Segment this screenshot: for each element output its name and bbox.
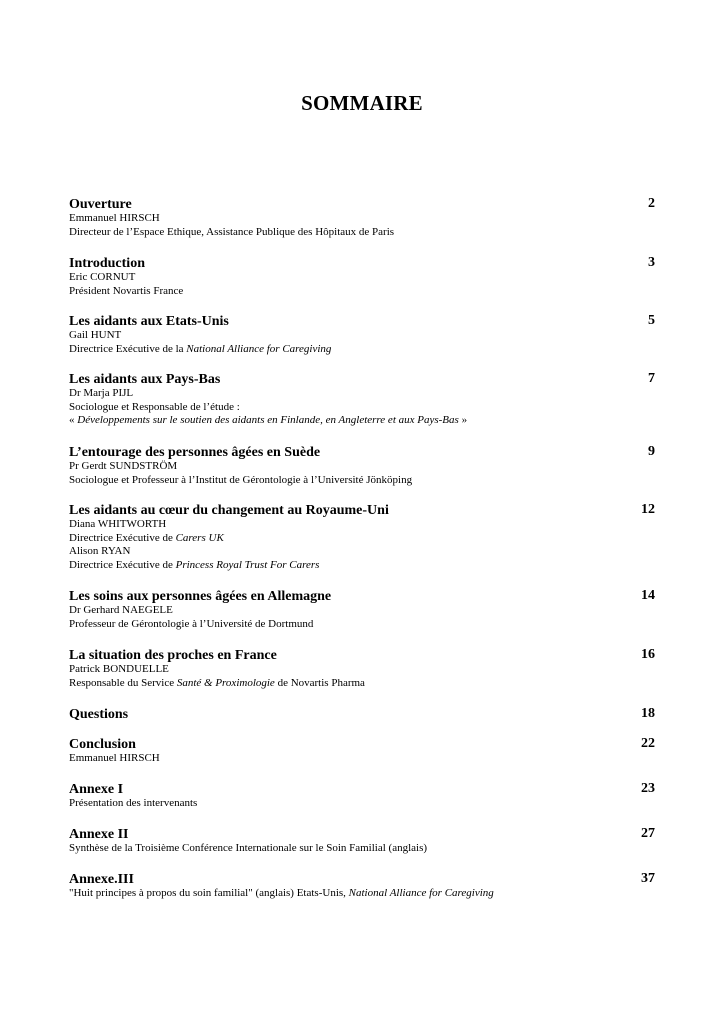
toc-entry-title: L’entourage des personnes âgées en Suède xyxy=(69,445,321,460)
toc-entry xyxy=(69,254,655,298)
toc-entry-header xyxy=(69,780,655,797)
toc-entry-detail xyxy=(69,414,655,428)
toc-entry-header xyxy=(69,443,655,460)
toc-page-number: 14 xyxy=(641,588,655,603)
toc-detail-text: Directrice Exécutive de la xyxy=(69,342,187,355)
toc-detail-text: Pr Gerdt SUNDSTRÖM xyxy=(69,460,178,472)
toc-entry-title: Les soins aux personnes âgées en Allemagne xyxy=(69,589,332,604)
toc-detail-italic-text: Carers UK xyxy=(175,531,224,544)
toc-detail-text: de Novartis Pharma xyxy=(274,676,365,689)
toc-page-number: 37 xyxy=(641,871,655,886)
toc-entry-detail xyxy=(69,663,655,677)
toc-entry xyxy=(69,587,655,631)
toc-entry xyxy=(69,501,655,573)
toc-detail-text: Dr Marja PIJL xyxy=(69,387,134,399)
page-title: SOMMAIRE xyxy=(301,91,423,115)
toc-page-number: 2 xyxy=(648,196,655,211)
toc-entry-title: La situation des proches en France xyxy=(69,648,277,663)
toc-detail-text: "Huit principes à propos du soin familial" (anglais) Etats-Unis, xyxy=(69,887,349,899)
toc-entry xyxy=(69,312,655,356)
toc-entry-title: Conclusion xyxy=(69,737,136,752)
toc-detail-text: Dr Gerhard NAEGELE xyxy=(69,604,173,616)
toc-detail-italic-text: National Alliance for Caregiving xyxy=(348,887,494,899)
toc-entry-detail xyxy=(69,329,655,343)
toc-entry-detail xyxy=(69,271,655,285)
toc-entry-detail xyxy=(69,559,655,573)
toc-detail-text: Emmanuel HIRSCH xyxy=(69,752,160,764)
toc-entry xyxy=(69,195,655,239)
toc-entry-detail xyxy=(69,518,655,532)
toc-detail-text: Président Novartis France xyxy=(69,284,184,297)
toc-page-number: 5 xyxy=(648,313,655,328)
toc-entry-header xyxy=(69,870,655,887)
toc-detail-text: Directeur de l’Espace Ethique, Assistance Publique des Hôpitaux de Paris xyxy=(69,225,395,238)
toc-entry-detail xyxy=(69,460,655,474)
toc-detail-italic-text: Développements sur le soutien des aidants en Finlande, en Angleterre et aux Pays-Bas xyxy=(77,414,459,427)
toc-entry-title: Les aidants aux Pays-Bas xyxy=(69,372,221,387)
toc-detail-text: Alison RYAN xyxy=(69,545,131,558)
toc-entry-header xyxy=(69,254,655,271)
toc-entry-title: Introduction xyxy=(69,256,145,271)
toc-entry-detail xyxy=(69,212,655,226)
toc-entry-detail xyxy=(69,401,655,415)
toc-detail-text: « xyxy=(69,414,78,427)
toc-entry-title: Annexe II xyxy=(69,827,129,842)
toc-detail-italic-text: Santé & Proximologie xyxy=(176,676,275,689)
toc-entry-detail xyxy=(69,604,655,618)
toc-detail-text: Gail HUNT xyxy=(69,329,122,341)
toc-entry-title: Annexe.III xyxy=(69,872,134,887)
toc-entry-detail xyxy=(69,387,655,401)
toc-page-number: 16 xyxy=(641,647,655,662)
toc-page-number: 22 xyxy=(641,736,655,751)
toc-entry-detail xyxy=(69,618,655,632)
toc-entry xyxy=(69,370,655,428)
toc-detail-text: Synthèse de la Troisième Conférence Internationale sur le Soin Familial (anglais) xyxy=(69,842,428,854)
toc-entry xyxy=(69,870,655,901)
toc-entry xyxy=(69,825,655,856)
toc-entry-header xyxy=(69,501,655,518)
toc-detail-text: Professeur de Gérontologie à l’Université de Dortmund xyxy=(69,617,314,630)
toc-entry-header xyxy=(69,312,655,329)
toc-entry-detail xyxy=(69,532,655,546)
toc-entry xyxy=(69,735,655,766)
toc-entry-header xyxy=(69,646,655,663)
toc-entry-header xyxy=(69,705,655,722)
toc-page-number: 23 xyxy=(641,781,655,796)
toc-entry xyxy=(69,646,655,690)
toc-page-number: 27 xyxy=(641,826,655,841)
toc-page-number: 18 xyxy=(641,706,655,721)
toc-detail-italic-text: National Alliance for Caregiving xyxy=(186,342,332,355)
toc-page-number: 7 xyxy=(648,371,655,386)
toc-entry-title: Questions xyxy=(69,707,129,722)
toc-detail-italic-text: Princess Royal Trust For Carers xyxy=(175,559,320,572)
toc-page-number: 3 xyxy=(648,255,655,270)
toc-entry-title: Ouverture xyxy=(69,197,132,212)
toc-entry-detail xyxy=(69,677,655,691)
toc-entry-title: Les aidants aux Etats-Unis xyxy=(69,314,229,329)
toc-detail-text: Patrick BONDUELLE xyxy=(69,663,169,675)
toc-entry-title: Les aidants au cœur du changement au Royaume-Uni xyxy=(69,503,389,518)
toc-detail-text: Responsable du Service xyxy=(69,676,177,689)
toc-entry-header xyxy=(69,195,655,212)
toc-entry-detail xyxy=(69,887,655,901)
toc-detail-text: Présentation des intervenants xyxy=(69,797,198,809)
toc-entry-detail xyxy=(69,752,655,766)
toc-detail-text: » xyxy=(458,414,468,427)
toc-entry-header xyxy=(69,735,655,752)
toc-entry xyxy=(69,443,655,487)
toc-entry-title: Annexe I xyxy=(69,782,124,797)
toc-detail-text: Sociologue et Responsable de l’étude : xyxy=(69,400,240,413)
toc-entry-header xyxy=(69,587,655,604)
toc-entry-detail xyxy=(69,474,655,488)
toc-entry-header xyxy=(69,370,655,387)
toc-entry-detail xyxy=(69,545,655,559)
toc-detail-text: Diana WHITWORTH xyxy=(69,518,167,530)
toc-detail-text: Directrice Exécutive de xyxy=(69,531,176,544)
toc-entry-detail xyxy=(69,842,655,856)
toc-entry-header xyxy=(69,825,655,842)
toc-entry xyxy=(69,705,655,722)
toc-detail-text: Directrice Exécutive de xyxy=(69,559,176,572)
toc-entry-detail xyxy=(69,343,655,357)
toc-entry-detail xyxy=(69,797,655,811)
toc-entry-detail xyxy=(69,226,655,240)
toc-page-number: 12 xyxy=(641,502,655,517)
toc-page-number: 9 xyxy=(648,444,655,459)
toc-detail-text: Eric CORNUT xyxy=(69,271,136,283)
toc-detail-text: Sociologue et Professeur à l’Institut de Gérontologie à l’Université Jönköping xyxy=(69,473,413,486)
toc-entry xyxy=(69,780,655,811)
toc-detail-text: Emmanuel HIRSCH xyxy=(69,212,160,224)
toc-entry-detail xyxy=(69,285,655,299)
